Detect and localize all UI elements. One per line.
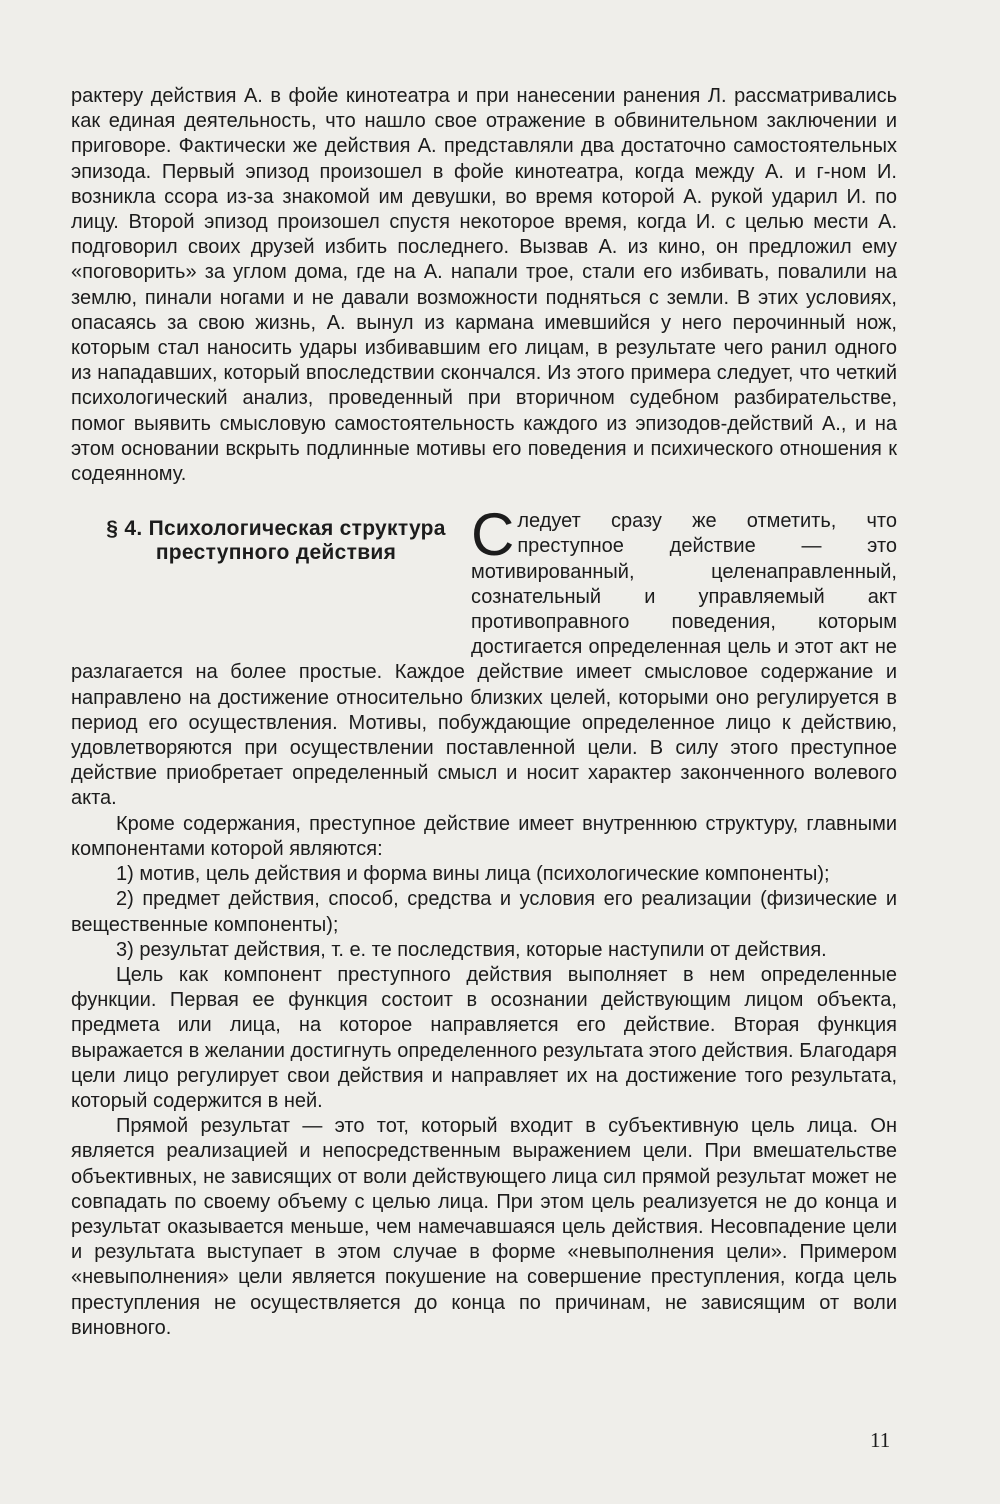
list-item: 3) результат действия, т. е. те последствия, которые наступили от действия. bbox=[116, 938, 827, 961]
list-item: 1) мотив, цель действия и форма вины лица (психологические компоненты); bbox=[116, 863, 830, 886]
page-body bbox=[71, 84, 897, 1341]
paragraph-case-description: рактеру действия А. в фойе кинотеатра и при нанесении ранения Л. рассматривались как единая деятельность, что нашло свое отражение в обвинительном заключении и приговоре. Фактически же действия А. представляли два достаточно самостоятельных эпизода. Первый эпизод произошел в фойе кинотеатра, когда между А. и г-ном И. возникла ссора из-за знакомой им девушки, во время которой А. рукой ударил И. по лицу. Второй эпизод произошел спустя некоторое время, когда И. с целью мести А. подговорил своих друзей избить последнего. Вызвав А. из кино, он предложил ему «поговорить» за углом дома, где на А. напали трое, стали его избивать, повалили на землю, пинали ногами и не давали возможности подняться с земли. В этих условиях, опасаясь за свою жизнь, А. вынул из кармана имевшийся у него перочинный нож, которым стал наносить удары избивавшим его лицам, в результате чего ранил одного из нападавших, который впоследствии скончался. Из этого примера следует, что четкий психологический анализ, проведенный при вторичном судебном разбирательстве, помог выявить смысловую самостоятельность каждого из эпизодов-действий А., и на этом основании вскрыть подлинные мотивы его поведения и психического отношения к содеянному. bbox=[71, 85, 897, 486]
list-item: 2) предмет действия, способ, средства и условия его реализации (физические и вещественные компоненты); bbox=[71, 888, 897, 936]
paragraph-goal: Цель как компонент преступного действия выполняет в нем определенные функции. Первая ее функция состоит в осознании действующим лицом объекта, предмета или лица, на которое направляется его действие. Вторая функция выражается в желании достигнуть определенного результата этого действия. Благодаря цели лицо регулирует свои действия и направляет их на достижение того результата, который содержится в ней. bbox=[71, 963, 897, 1112]
paragraph-result: Прямой результат — это тот, который входит в субъективную цель лица. Он является реализацией и непосредственным выражением цели. При вмешательстве объективных, не зависящих от воли действующего лица сил прямой результат может не совпадать по своему объему с целью лица. При этом цель реализуется не до конца и результат оказывается меньше, чем намечавшаяся цель действия. Несовпадение цели и результата выступает в этом случае в форме «невыполнения цели». Примером «невыполнения» цели является покушение на совершение преступления, когда цель преступления не осуществляется до конца по причинам, не зависящим от воли виновного. bbox=[71, 1115, 897, 1339]
page-number: 11 bbox=[870, 1428, 891, 1452]
section-heading-box bbox=[71, 509, 471, 637]
section-4 bbox=[71, 509, 897, 811]
paragraph-structure: Кроме содержания, преступное действие имеет внутреннюю структуру, главными компонентами которой являются: bbox=[71, 812, 897, 860]
paragraph-intro-text: ледует сразу же отметить, что преступное действие — это мотивированный, целенаправленный, сознательный и управляемый акт противоправного поведения, которым достигается определенная цель и этот акт не разлагается на более простые. Каждое действие имеет смысловое содержание и направлено на достижение относительно близких целей, которыми оно регулируется в период его осуществления. Мотивы, побуждающие определенное лицо к действию, удовлетворяются при осуществлении поставленной цели. В силу этого преступное действие приобретает определенный смысл и носит характер законченного волевого акта. bbox=[71, 510, 897, 810]
section-heading: § 4. Психологическая структура преступного действия bbox=[106, 517, 446, 565]
drop-cap: С bbox=[471, 509, 515, 569]
